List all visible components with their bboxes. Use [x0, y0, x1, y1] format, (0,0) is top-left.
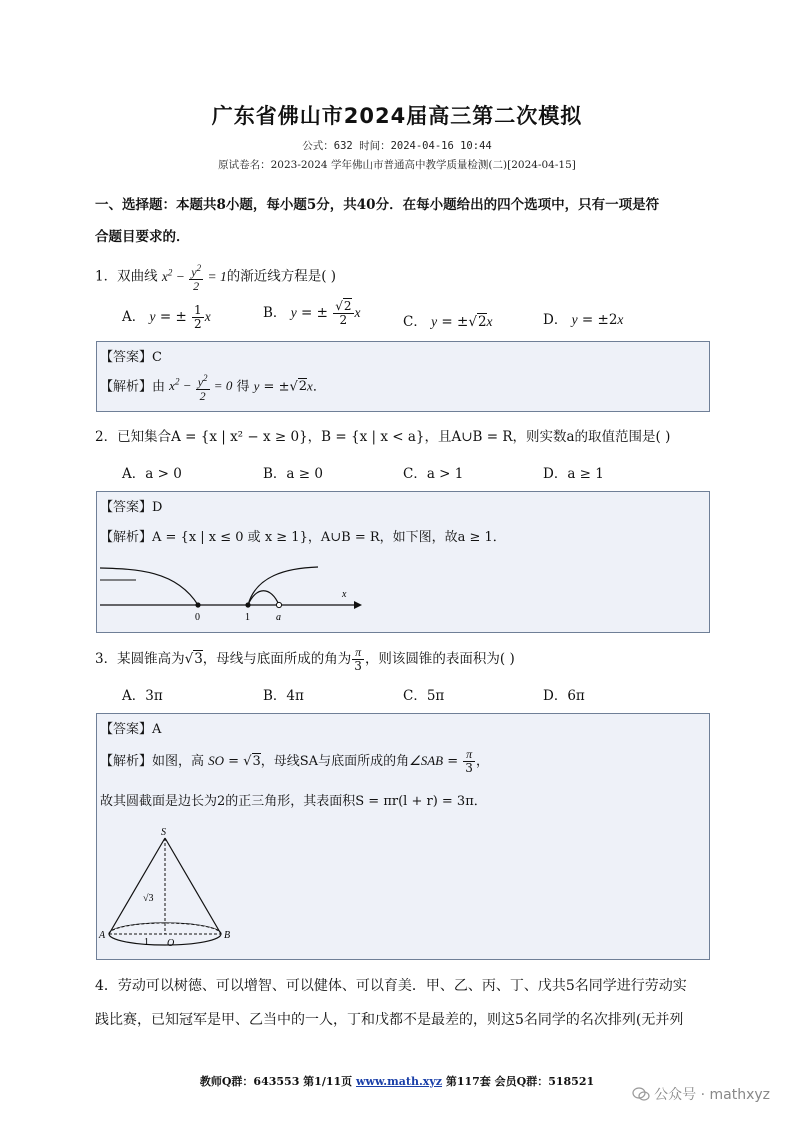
- q1-option-b[interactable]: B． y = ± $\frac{√2}{2}$ x: [263, 299, 361, 327]
- q3-option-a[interactable]: A．3π: [122, 688, 163, 704]
- q1-stem-suffix: 的渐近线方程是( ): [226, 268, 337, 285]
- point-one: [245, 602, 250, 607]
- q2-answer: 【答案】D: [100, 500, 163, 515]
- q3-analysis-line2: 故其圆截面是边长为2的正三角形，其表面积S = πr(l + r) = 3π．: [100, 794, 487, 809]
- watermark: 公众号 · mathxyz: [632, 1084, 770, 1104]
- label-one: 1: [245, 612, 250, 623]
- label-radius: 1: [144, 937, 149, 948]
- wechat-icon: [632, 1087, 650, 1101]
- section-heading: [95, 189, 715, 253]
- section-heading-line2: 合题目要求的．: [95, 229, 190, 245]
- q1-option-a[interactable]: A． y = ± $\frac{1}{2}$ x: [122, 303, 211, 331]
- q1-stem: [95, 262, 336, 293]
- label-s: S: [161, 827, 166, 838]
- label-zero: 0: [195, 612, 200, 623]
- point-zero: [195, 602, 200, 607]
- q2-option-a[interactable]: A．a > 0: [122, 466, 182, 482]
- q2-option-d[interactable]: D．a ≥ 1: [543, 466, 604, 482]
- label-o: O: [167, 938, 175, 949]
- point-a: [276, 602, 281, 607]
- q3-analysis: 【解析】如图，高 SO = √3，母线SA与底面所成的角∠SAB = $\frac{\pi}{3}$ ，: [100, 747, 489, 775]
- q2-stem: 2．已知集合A = {x | x² − x ≥ 0}，B = {x | x < a}，且A∪B = R，则实数a的取值范围是( ): [95, 429, 671, 445]
- label-a: a: [276, 612, 281, 623]
- q2-option-b[interactable]: B．a ≥ 0: [263, 466, 323, 482]
- q3-answer: 【答案】A: [100, 722, 162, 737]
- generatrix-sb: [165, 838, 221, 934]
- section-heading-line1: 一、选择题：本题共8小题，每小题5分，共40分．在每小题给出的四个选项中，只有一项是符: [95, 197, 660, 213]
- label-a-vertex: A: [99, 930, 106, 941]
- meta-line: 公式：632 时间：2024-04-16 10:44: [302, 140, 492, 152]
- q2-number: 2．: [95, 429, 118, 445]
- q4-line2: 践比赛，已知冠军是甲、乙当中的一人，丁和戊都不是最差的，则这5名同学的名次排列(无并列: [95, 1012, 684, 1028]
- q3-stem: 3．某圆锥高为√3，母线与底面所成的角为 $\frac{\pi}{3}$ ，则该圆锥的表面积为( ): [95, 645, 515, 673]
- footer-prefix: 教师Q群：643553 第1/11页: [199, 1075, 356, 1088]
- cone-figure: [96, 824, 246, 954]
- source-line: 原试卷名：2023-2024 学年佛山市普通高中教学质量检测(二)[2024-04-15]: [218, 159, 576, 171]
- q4-line1: 4．劳动可以树德、可以增智、可以健体、可以育美．甲、乙、丙、丁、戊共5名同学进行劳动实: [95, 978, 687, 994]
- set-a-left-arc: [100, 568, 198, 605]
- q3-number: 3．: [95, 651, 118, 667]
- page-title: 广东省佛山市2024届高三第二次模拟: [211, 104, 583, 128]
- q1-equation: $x^2$ − $\frac{y^2}{2}$ = 1: [161, 263, 227, 293]
- q2-analysis: 【解析】A = {x | x ≤ 0 或 x ≥ 1}，A∪B = R，如下图，故a ≥ 1．: [100, 530, 506, 545]
- label-b-vertex: B: [224, 930, 231, 941]
- q1-option-d[interactable]: D． y = ±2x: [543, 312, 624, 328]
- q1-answer: 【答案】C: [100, 350, 162, 365]
- q1-stem-prefix: 双曲线: [117, 268, 158, 285]
- q3-option-c[interactable]: C．5π: [403, 688, 445, 704]
- q1-analysis: 【解析】由 $x^2$ − $\frac{y^2}{2}$ = 0 得 y = ±√2x．: [100, 373, 326, 403]
- set-a-right-arc: [248, 567, 318, 605]
- q1-option-c[interactable]: C． y = ±√2x: [403, 314, 493, 330]
- q3-option-d[interactable]: D．6π: [543, 688, 585, 704]
- q2-option-c[interactable]: C．a > 1: [403, 466, 464, 482]
- generatrix-sa: [109, 838, 165, 934]
- x-axis-arrow: [354, 601, 362, 609]
- q4-stem: [95, 969, 687, 1037]
- label-height: √3: [143, 893, 154, 904]
- footer-suffix: 第117套 会员Q群：518521: [442, 1075, 595, 1088]
- q1-number: 1．: [95, 268, 118, 285]
- number-line-figure: [96, 556, 376, 628]
- label-x: x: [342, 589, 347, 600]
- footer-link[interactable]: www.math.xyz: [356, 1075, 443, 1088]
- q3-option-b[interactable]: B．4π: [263, 688, 304, 704]
